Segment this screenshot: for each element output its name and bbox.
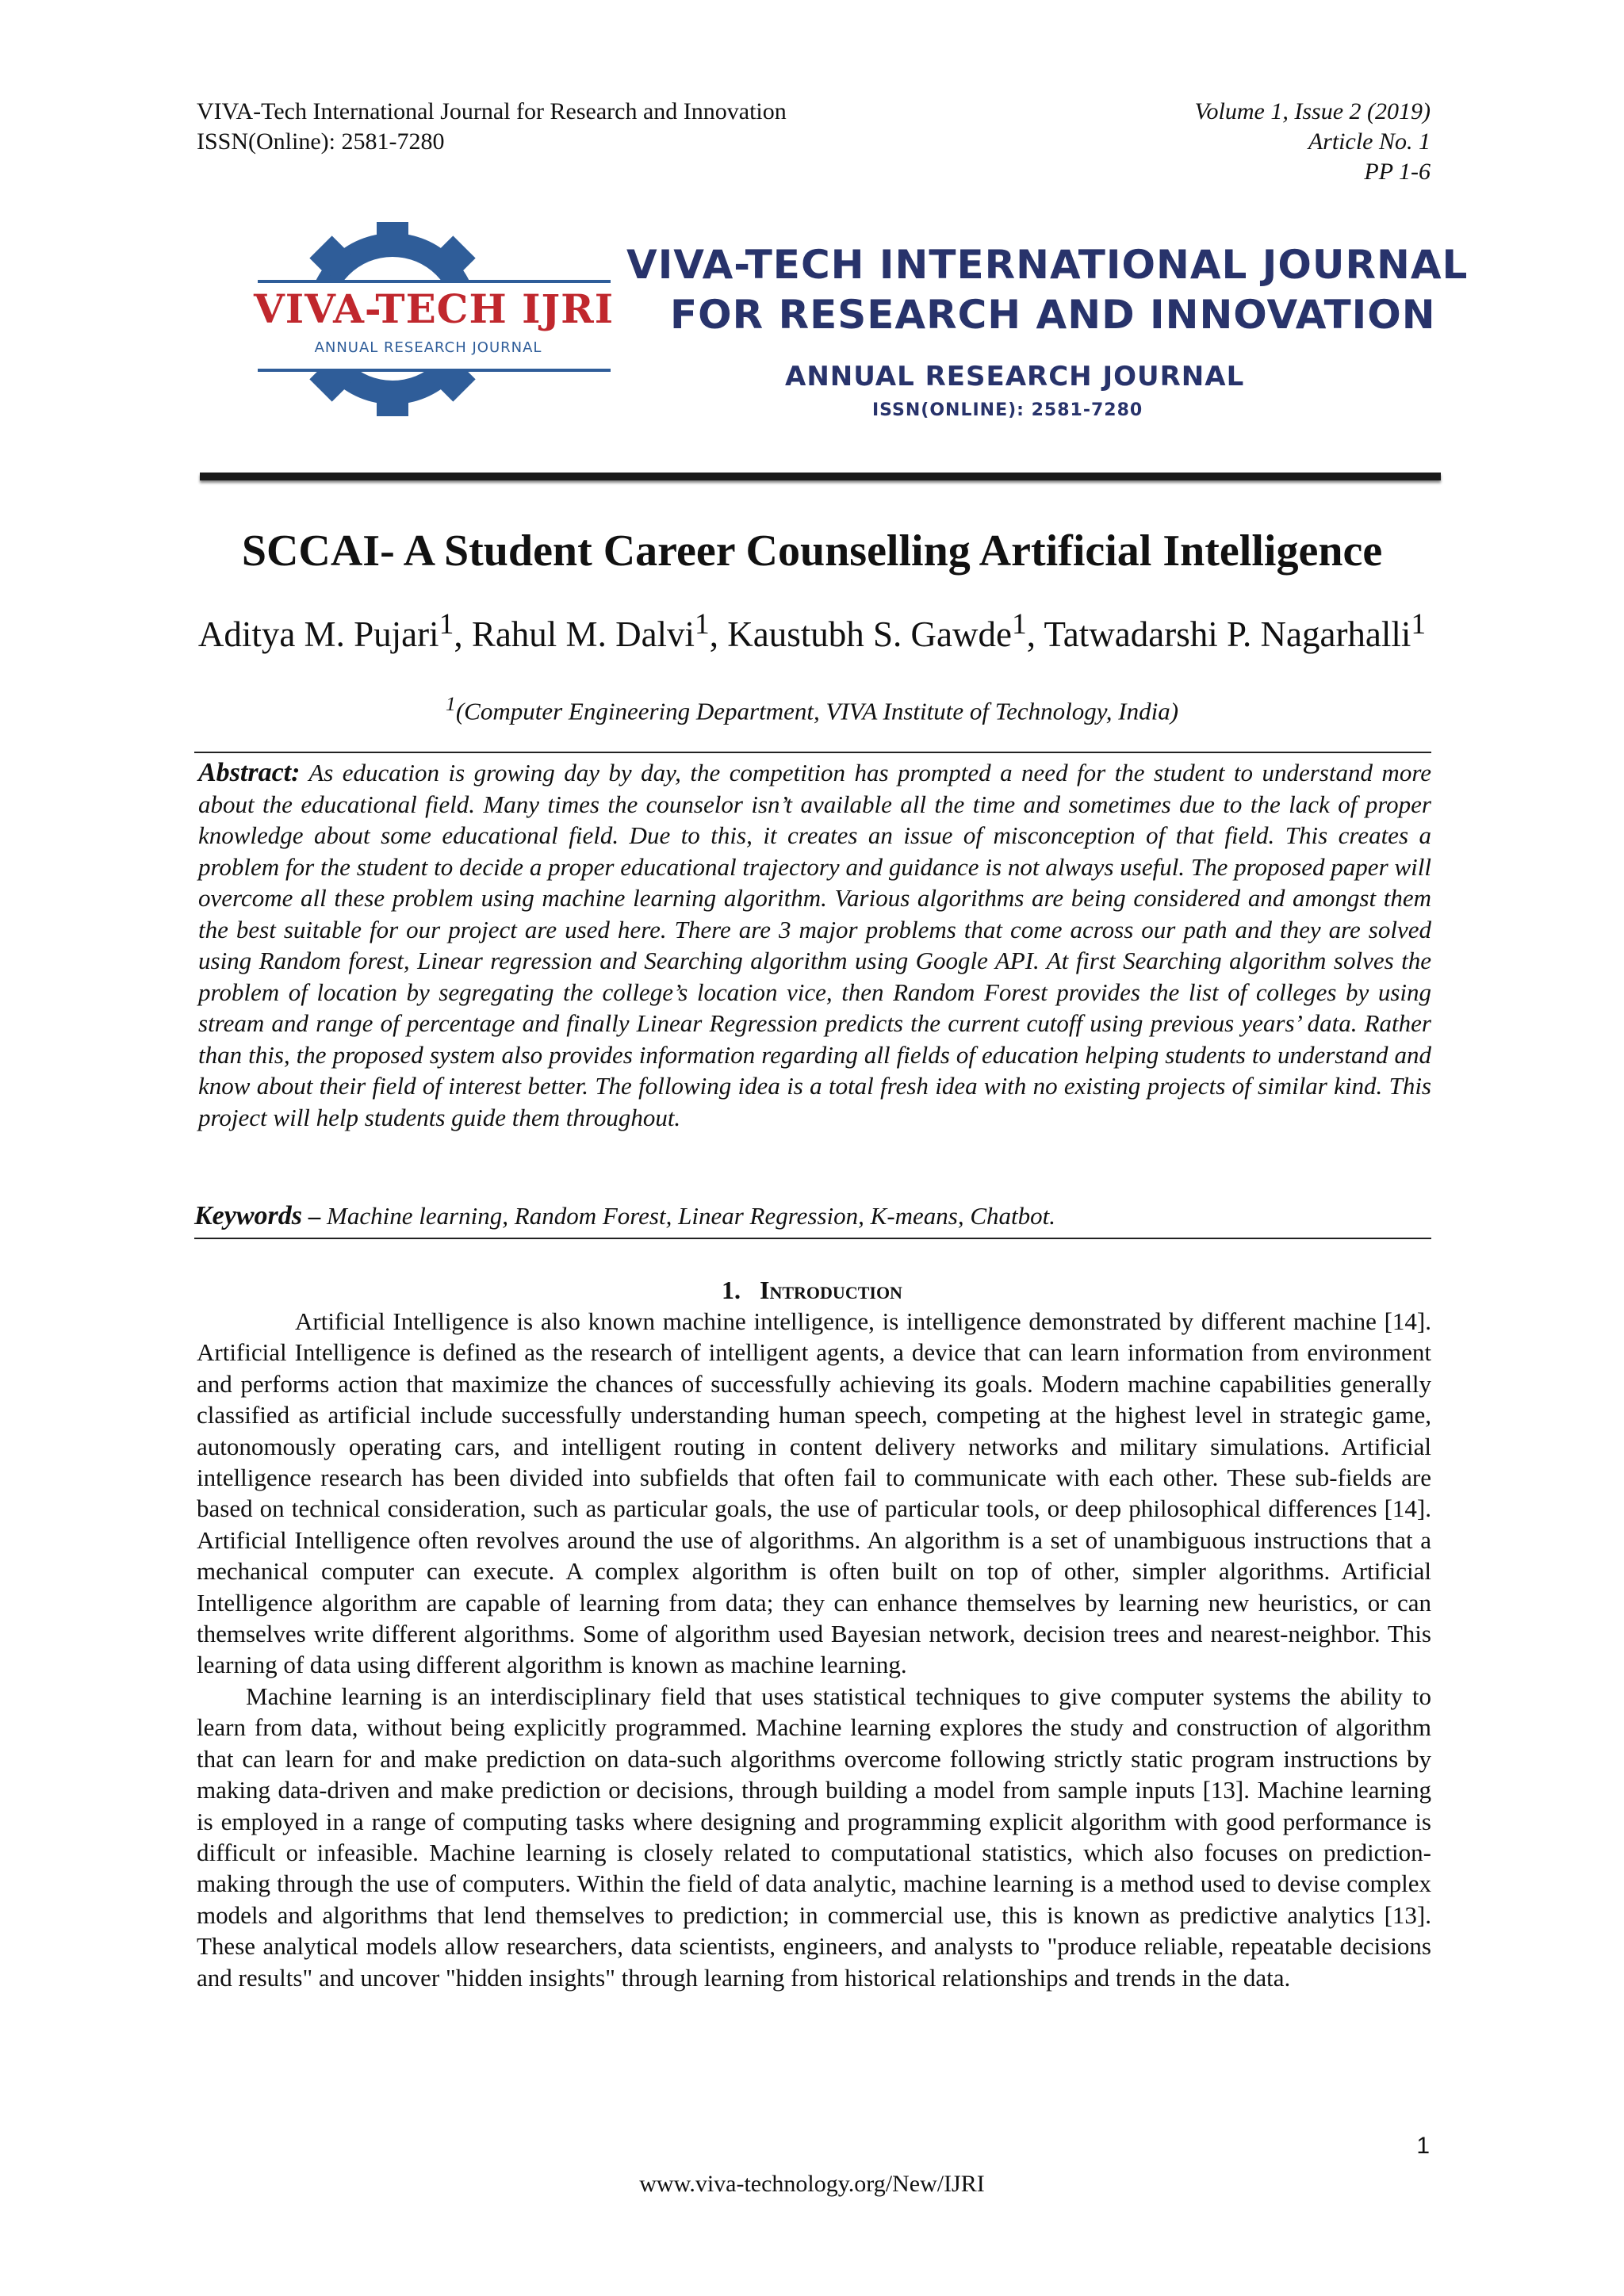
paper-title: SCCAI- A Student Career Counselling Artificial Intelligence xyxy=(241,526,1383,576)
keywords-label: Keywords xyxy=(194,1201,302,1230)
abstract xyxy=(198,757,1431,1133)
header-pages: PP 1-6 xyxy=(1364,159,1431,185)
author-name: Kaustubh S. Gawde xyxy=(727,614,1013,654)
journal-logo xyxy=(230,222,626,416)
header-volume: Volume 1, Issue 2 (2019) xyxy=(1194,98,1431,124)
header-issn: ISSN(Online): 2581-7280 xyxy=(197,128,445,155)
paragraph: Artificial Intelligence is also known machine intelligence, is intelligence demonstrated by different machine [14]. Artificial Intelligence is defined as the research of intelligent agents, a device that can learn information from environment and performs action that maximize the chances of successfully achieving its goals. Modern machine capabilities generally classified as artificial include successfully understanding human speech, competing at the highest level in strategic game, autonomously operating cars, and intelligent routing in content delivery networks and military simulations. Artificial intelligence research has been divided into subfields that often fail to communicate with each other. These sub-fields are based on technical consideration, such as particular goals, the use of particular tools, or deep philosophical differences [14]. Artificial Intelligence often revolves around the use of algorithms. An algorithm is a set of unambiguous instructions that a mechanical computer can execute. A complex algorithm is often built on top of other, simpler algorithms. Artificial Intelligence algorithm are capable of learning from data; they can enhance themselves by learning new heuristics, or can themselves write different algorithms. Some of algorithm used Bayesian network, decision trees and nearest-neighbor. This learning of data using different algorithm is known as machine learning. xyxy=(197,1307,1431,1679)
banner-line-1: VIVA-TECH INTERNATIONAL JOURNAL xyxy=(626,242,1469,288)
author-affil-sup: 1 xyxy=(1411,608,1427,641)
affiliation: $^1$(Computer Engineering Department, VIVA Institute of Technology, India) xyxy=(445,692,1179,725)
banner-divider xyxy=(200,473,1441,480)
header-journal-name: VIVA-Tech International Journal for Research and Innovation xyxy=(197,98,787,124)
banner-line-2: FOR RESEARCH AND INNOVATION xyxy=(670,292,1436,338)
footer-url: www.viva-technology.org/New/IJRI xyxy=(639,2171,985,2197)
section-heading: 1. Introduction xyxy=(722,1276,902,1304)
header-article: Article No. 1 xyxy=(1308,128,1431,155)
banner-line-3: ANNUAL RESEARCH JOURNAL xyxy=(785,361,1245,392)
keywords-bottom-rule xyxy=(194,1238,1431,1239)
author-name: Tatwadarshi P. Nagarhalli xyxy=(1044,614,1411,654)
logo-subtitle: ANNUAL RESEARCH JOURNAL xyxy=(314,339,542,356)
author-affil-sup: 1 xyxy=(695,608,710,641)
abstract-label: Abstract: xyxy=(198,758,301,787)
author-affil-sup: 1 xyxy=(1012,608,1027,641)
abstract-text: As education is growing day by day, the competition has prompted a need for the student to understand more about the educational field. Many times the counselor isn’t available all the time and sometimes due to the lack of proper knowledge about some educational field. Due to this, it creates an issue of misconception of that field. This creates a problem for the student to decide a proper educational trajectory and guidance is not always useful. The proposed paper will overcome all these problem using machine learning algorithm. Various algorithms are being considered and amongst them the best suitable for our project are used here. There are 3 major problems that come across our path and they are solved using Random forest, Linear regression and Searching algorithm using Google API. At first Searching algorithm solves the problem of location by segregating the college’s location vice, then Random Forest provides the list of colleges by using stream and range of percentage and finally Linear Regression predicts the current cutoff using previous years’ data. Rather than this, the proposed system also provides information regarding all fields of education helping students to understand and know about their field of interest better. The following idea is a total fresh idea with no existing projects of similar kind. This project will help students guide them throughout. xyxy=(198,759,1431,1131)
page-number: 1 xyxy=(1416,2133,1430,2159)
author-name: Aditya M. Pujari xyxy=(197,614,439,654)
logo-title: VIVA-TECH IJRI xyxy=(254,285,615,332)
banner-line-4: ISSN(ONLINE): 2581-7280 xyxy=(872,400,1143,420)
paragraph: Machine learning is an interdisciplinary field that uses statistical techniques to give computer systems the ability to learn from data, without being explicitly programmed. Machine learning explores the study and construction of algorithm that can learn for and make prediction on data-such algorithms overcome following strictly static program instructions by making data-driven and make prediction or decisions, through building a model from sample inputs [13]. Machine learning is employed in a range of computing tasks where designing and programming explicit algorithm with good performance is difficult or infeasible. Machine learning is closely related to computational statistics, which also focuses on prediction-making through the use of computers. Within the field of data analytic, machine learning is a method used to devise complex models and algorithms that lend themselves to prediction; in commercial use, this is known as predictive analytics [13]. These analytical models allow researchers, data scientists, engineers, and analysts to "produce reliable, repeatable decisions and results" and uncover "hidden insights" through learning from historical relationships and trends in the data. xyxy=(197,1682,1431,1992)
section-body xyxy=(197,1306,1431,1993)
author-affil-sup: 1 xyxy=(439,608,454,641)
keywords-text: Machine learning, Random Forest, Linear Regression, K-means, Chatbot. xyxy=(327,1202,1056,1230)
author-name: Rahul M. Dalvi xyxy=(471,614,695,654)
abstract-top-rule xyxy=(194,752,1431,753)
keywords: Keywords – Machine learning, Random Forest, Linear Regression, K-means, Chatbot. xyxy=(194,1201,1056,1230)
author-list: Aditya M. Pujari$^1$, Rahul M. Dalvi$^1$, Kaustubh S. Gawde$^1$, Tatwadarshi P. Nagarhalli$^1$ xyxy=(197,608,1427,654)
